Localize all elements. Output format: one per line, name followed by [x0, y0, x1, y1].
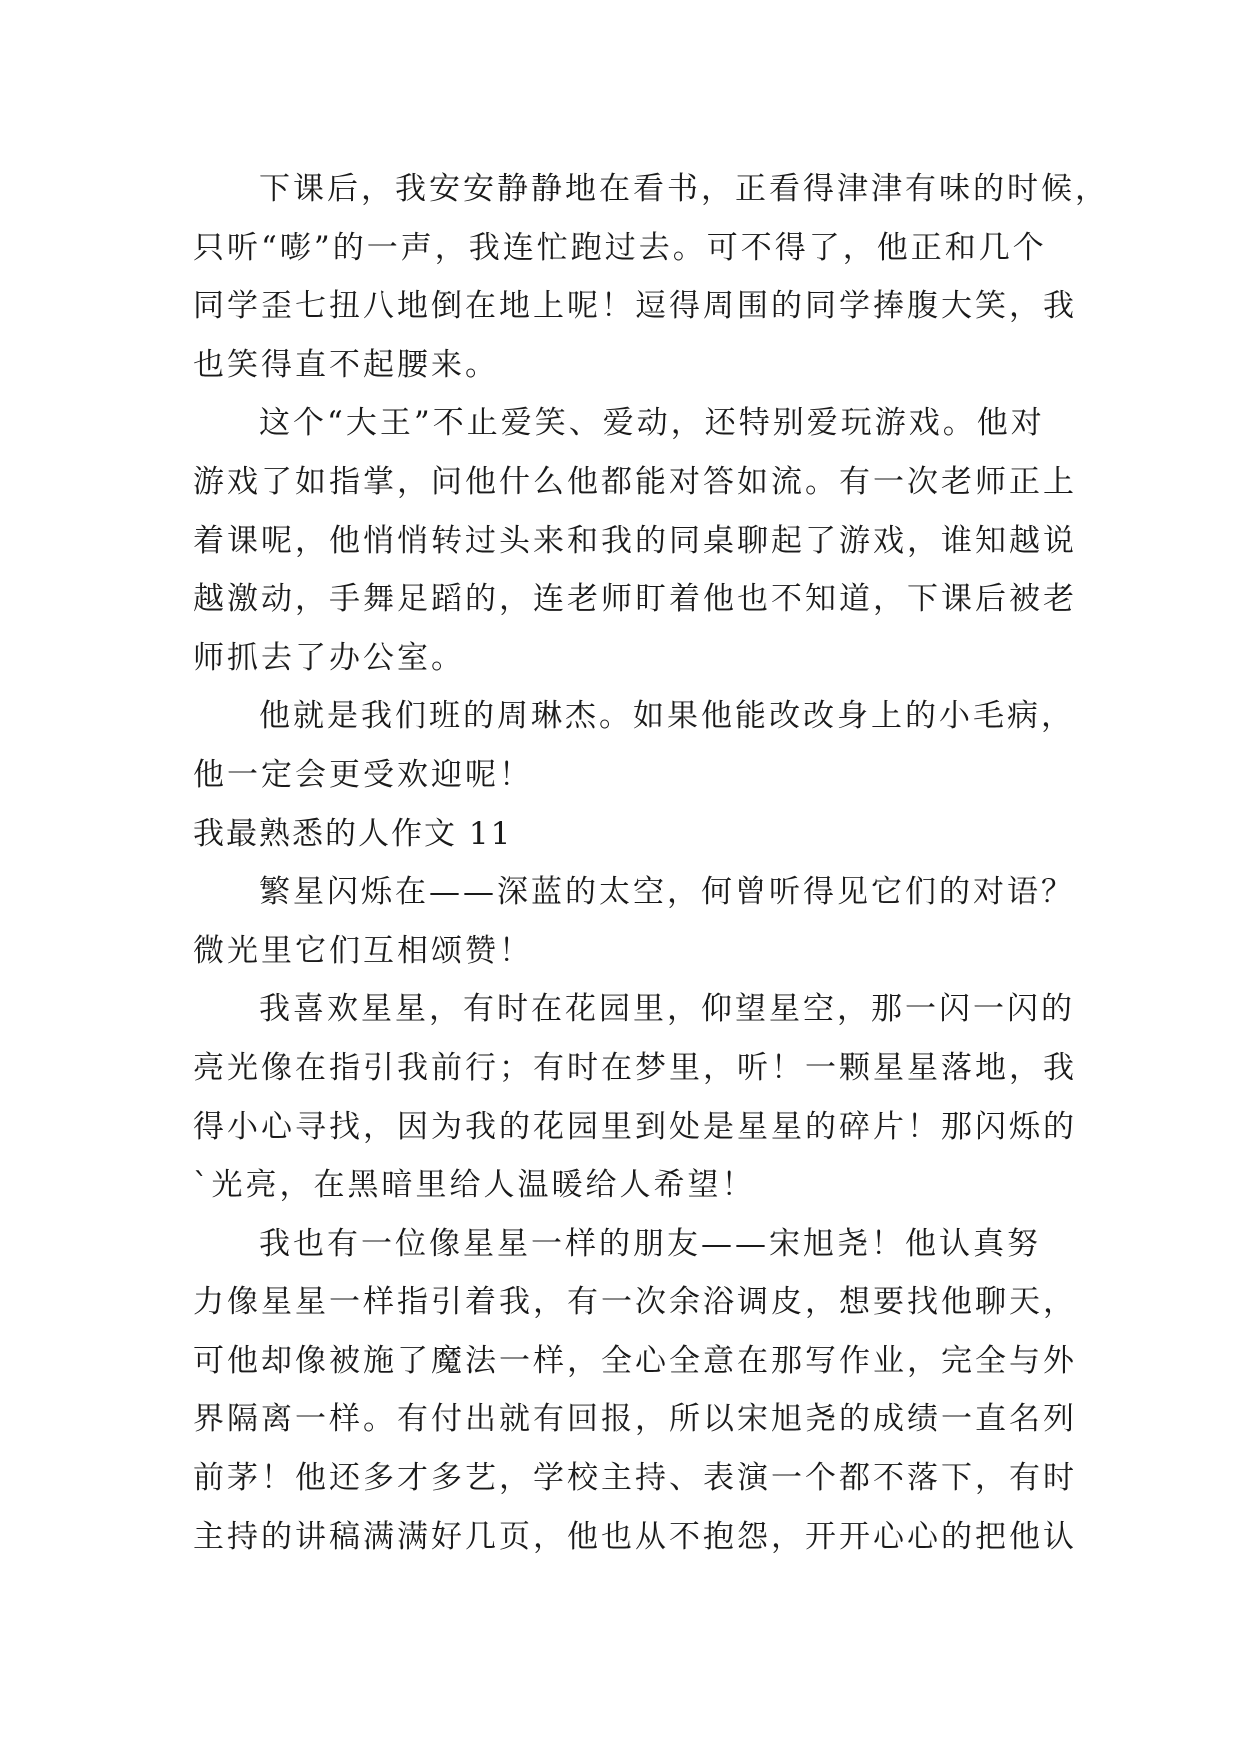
- text-line: 越激动，手舞足蹈的，连老师盯着他也不知道，下课后被老: [193, 581, 1077, 618]
- text-line: 他就是我们班的周琳杰。如果他能改改身上的小毛病，: [259, 698, 1075, 735]
- text-line: 下课后，我安安静静地在看书，正看得津津有味的时候，: [259, 171, 1109, 207]
- text-line: `光亮，在黑暗里给人温暖给人希望！: [193, 1167, 756, 1204]
- text-line: 我喜欢星星，有时在花园里，仰望星空，那一闪一闪的: [259, 991, 1075, 1028]
- text-line: 力像星星一样指引着我，有一次余浴调皮，想要找他聊天，: [193, 1284, 1077, 1321]
- text-line: 我也有一位像星星一样的朋友——宋旭尧！他认真努: [259, 1225, 1041, 1262]
- text-line: 同学歪七扭八地倒在地上呢！逗得周围的同学捧腹大笑，我: [193, 288, 1077, 325]
- text-line: 得小心寻找，因为我的花园里到处是星星的碎片！那闪烁的: [193, 1108, 1077, 1145]
- text-line: 微光里它们互相颂赞！: [193, 932, 533, 969]
- document-body: [193, 160, 1109, 1566]
- text-line: 主持的讲稿满满好几页，他也从不抱怨，开开心心的把他认: [193, 1518, 1077, 1555]
- text-line: 亮光像在指引我前行；有时在梦里，听！一颗星星落地，我: [193, 1049, 1077, 1086]
- text-line: 师抓去了办公室。: [193, 639, 465, 676]
- text-line: 这个“大王”不止爱笑、爱动，还特别爱玩游戏。他对: [259, 405, 1045, 442]
- text-line: 游戏了如指掌，问他什么他都能对答如流。有一次老师正上: [193, 463, 1077, 500]
- text-line: 也笑得直不起腰来。: [193, 346, 499, 383]
- text-line: 着课呢，他悄悄转过头来和我的同桌聊起了游戏，谁知越说: [193, 522, 1077, 559]
- text-line: 前茅！他还多才多艺，学校主持、表演一个都不落下，有时: [193, 1460, 1077, 1497]
- text-line: 只听“嘭”的一声，我连忙跑过去。可不得了，他正和几个: [193, 229, 1047, 266]
- text-line: 可他却像被施了魔法一样，全心全意在那写作业，完全与外: [193, 1342, 1077, 1379]
- text-line: 界隔离一样。有付出就有回报，所以宋旭尧的成绩一直名列: [193, 1401, 1077, 1438]
- section-heading: 我最熟悉的人作文 11: [193, 815, 513, 852]
- text-line: 他一定会更受欢迎呢！: [193, 756, 533, 793]
- text-line: 繁星闪烁在——深蓝的太空，何曾听得见它们的对语？: [259, 874, 1075, 911]
